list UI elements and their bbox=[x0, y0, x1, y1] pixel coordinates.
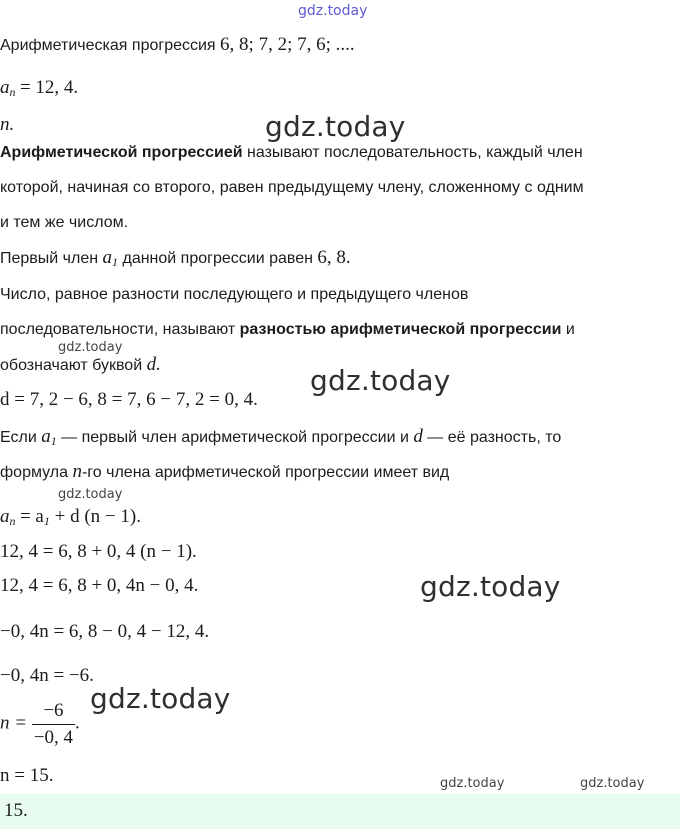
definition-term: Арифметической прогрессией bbox=[0, 144, 243, 161]
difference-line-2c: и bbox=[561, 321, 575, 338]
an-symbol-2: $a_n$ bbox=[0, 506, 16, 528]
first-member-text-2: данной прогрессии равен bbox=[118, 250, 318, 267]
first-member-text-1: Первый член bbox=[0, 250, 103, 267]
a1-sub: 1 bbox=[43, 514, 50, 528]
watermark-small-3: gdz.today bbox=[440, 776, 505, 791]
fraction-denominator: −0, 4 bbox=[32, 724, 75, 751]
problem-prefix: Арифметическая прогрессия bbox=[0, 37, 216, 54]
a1-symbol: $a_1$ bbox=[102, 247, 119, 269]
step-formula-rest: + d (n − 1). bbox=[49, 506, 141, 527]
watermark-top: gdz.today bbox=[298, 3, 368, 19]
step-3: 12, 4 = 6, 8 + 0, 4n − 0, 4. bbox=[0, 575, 199, 596]
n-symbol: n bbox=[72, 461, 82, 482]
step-7: n = 15. bbox=[0, 765, 54, 786]
watermark-big-2: gdz.today bbox=[310, 364, 451, 397]
formula-intro-1a: Если bbox=[0, 429, 42, 446]
difference-term: разностью арифметической прогрессии bbox=[239, 321, 562, 338]
definition-line-2: которой, начиная со второго, равен предыдущему члену, сложенному с одним bbox=[0, 179, 584, 196]
step-4: −0, 4n = 6, 8 − 0, 4 − 12, 4. bbox=[0, 621, 210, 642]
an-value: = 12, 4. bbox=[19, 77, 79, 98]
formula-intro-line-2 bbox=[0, 462, 449, 483]
step-2: 12, 4 = 6, 8 + 0, 4 (n − 1). bbox=[0, 541, 197, 562]
problem-sequence: 6, 8; 7, 2; 7, 6; .... bbox=[220, 34, 355, 55]
formula-intro-2c: -го члена арифметической прогрессии имеет вид bbox=[81, 464, 450, 481]
formula-intro-2a: формула bbox=[0, 464, 73, 481]
an-symbol: $a_n$ bbox=[0, 77, 16, 99]
d-calculation: d = 7, 2 − 6, 8 = 7, 6 − 7, 2 = 0, 4. bbox=[0, 389, 258, 410]
watermark-small-1: gdz.today bbox=[58, 340, 123, 355]
difference-line-1: Число, равное разности последующего и предыдущего членов bbox=[0, 286, 469, 303]
definition-line-1 bbox=[0, 143, 583, 163]
definition-rest: называют последовательность, каждый член bbox=[242, 144, 583, 161]
difference-line-3a: обозначают буквой bbox=[0, 357, 147, 374]
formula-intro-1b: — первый член арифметической прогрессии и bbox=[56, 429, 414, 446]
problem-statement bbox=[0, 35, 355, 56]
step-5: −0, 4n = −6. bbox=[0, 665, 94, 686]
answer-box bbox=[0, 794, 680, 829]
difference-line-3 bbox=[0, 355, 161, 376]
step-6-lhs: n = bbox=[0, 712, 32, 734]
watermark-small-4: gdz.today bbox=[580, 776, 645, 791]
step-formula-eq: = a bbox=[19, 506, 44, 527]
fraction-numerator: −6 bbox=[43, 700, 64, 721]
step-formula bbox=[0, 507, 141, 528]
difference-line-2a: последовательности, называют bbox=[0, 321, 240, 338]
problem-n: n. bbox=[0, 114, 15, 135]
a1-symbol-2: $a_1$ bbox=[41, 426, 57, 448]
first-member-value: 6, 8. bbox=[317, 247, 351, 268]
step-6-end: . bbox=[75, 712, 80, 734]
step-6 bbox=[0, 698, 80, 751]
problem-an bbox=[0, 78, 78, 99]
d-symbol-2: d bbox=[413, 426, 423, 447]
d-symbol: d. bbox=[146, 354, 161, 375]
first-member-line bbox=[0, 248, 351, 269]
formula-intro-line-1 bbox=[0, 427, 561, 448]
definition-line-3: и тем же числом. bbox=[0, 214, 129, 231]
watermark-small-2: gdz.today bbox=[58, 487, 123, 502]
watermark-big-3: gdz.today bbox=[420, 570, 561, 603]
watermark-big-1: gdz.today bbox=[265, 110, 406, 143]
fraction bbox=[32, 698, 75, 751]
formula-intro-1d: — её разность, то bbox=[422, 429, 562, 446]
answer-value: 15. bbox=[4, 800, 28, 821]
watermark-big-4: gdz.today bbox=[90, 682, 231, 715]
difference-line-2 bbox=[0, 320, 575, 340]
